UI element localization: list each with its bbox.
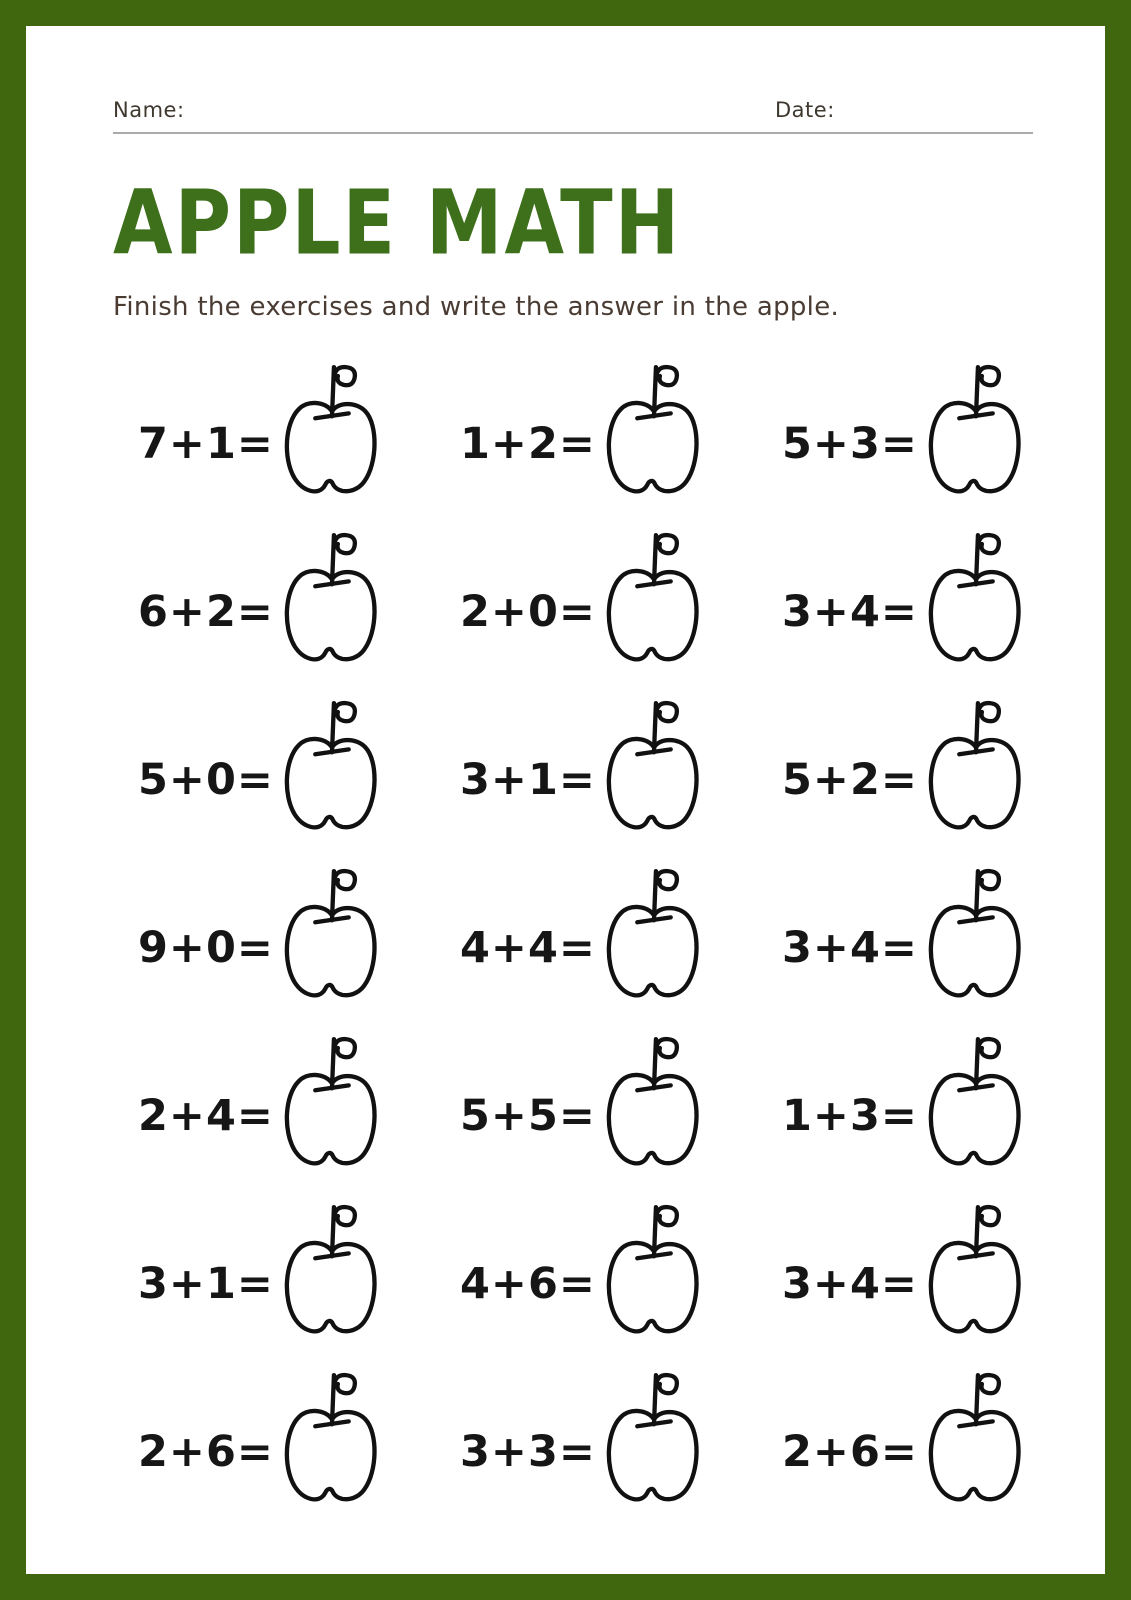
problem-cell (757, 1199, 1079, 1351)
problem-cell (113, 1367, 435, 1519)
problem-expression: 6+2= (138, 587, 274, 637)
problem-cell (113, 863, 435, 1015)
apple-icon (272, 1368, 390, 1518)
apple-icon (272, 528, 390, 678)
apple-icon (594, 1200, 712, 1350)
problem-cell (757, 359, 1079, 511)
problem-expression: 3+4= (782, 923, 918, 973)
apple-icon (272, 360, 390, 510)
problem-expression: 9+0= (138, 923, 274, 973)
problem-cell (757, 527, 1079, 679)
problem-expression: 3+1= (138, 1259, 274, 1309)
problem-expression: 3+1= (460, 755, 596, 805)
problem-cell (435, 359, 757, 511)
apple-icon (916, 696, 1034, 846)
apple-icon (916, 1200, 1034, 1350)
problem-cell (435, 1367, 757, 1519)
apple-icon (272, 1032, 390, 1182)
apple-icon (272, 696, 390, 846)
problems-grid (113, 359, 1095, 1535)
problem-cell (113, 527, 435, 679)
problem-expression: 3+4= (782, 1259, 918, 1309)
apple-icon (916, 360, 1034, 510)
date-label: Date: (775, 98, 835, 122)
problem-expression: 1+3= (782, 1091, 918, 1141)
apple-icon (916, 528, 1034, 678)
apple-icon (594, 1032, 712, 1182)
problem-expression: 5+5= (460, 1091, 596, 1141)
problem-expression: 2+0= (460, 587, 596, 637)
apple-icon (916, 1368, 1034, 1518)
problem-expression: 5+0= (138, 755, 274, 805)
problem-expression: 2+6= (782, 1427, 918, 1477)
problem-expression: 4+4= (460, 923, 596, 973)
problem-expression: 2+4= (138, 1091, 274, 1141)
instructions-text: Finish the exercises and write the answer in the apple. (113, 292, 840, 322)
problem-cell (435, 863, 757, 1015)
apple-icon (594, 696, 712, 846)
problem-cell (757, 695, 1079, 847)
problem-cell (435, 527, 757, 679)
problem-cell (113, 1031, 435, 1183)
page-title: APPLE MATH (113, 172, 682, 276)
name-date-header (113, 98, 1033, 134)
problem-cell (113, 359, 435, 511)
problem-cell (757, 1031, 1079, 1183)
apple-icon (916, 1032, 1034, 1182)
problem-expression: 7+1= (138, 419, 274, 469)
problem-cell (435, 1199, 757, 1351)
apple-icon (594, 864, 712, 1014)
problem-cell (113, 1199, 435, 1351)
apple-icon (916, 864, 1034, 1014)
worksheet-sheet (26, 26, 1105, 1574)
apple-icon (594, 360, 712, 510)
problem-expression: 3+4= (782, 587, 918, 637)
apple-icon (594, 528, 712, 678)
problem-cell (757, 863, 1079, 1015)
problem-cell (435, 695, 757, 847)
problem-expression: 5+2= (782, 755, 918, 805)
name-label: Name: (113, 98, 185, 122)
apple-icon (272, 1200, 390, 1350)
problem-expression: 4+6= (460, 1259, 596, 1309)
apple-icon (594, 1368, 712, 1518)
problem-cell (757, 1367, 1079, 1519)
problem-expression: 1+2= (460, 419, 596, 469)
problem-expression: 2+6= (138, 1427, 274, 1477)
problem-cell (435, 1031, 757, 1183)
problem-cell (113, 695, 435, 847)
apple-icon (272, 864, 390, 1014)
problem-expression: 3+3= (460, 1427, 596, 1477)
problem-expression: 5+3= (782, 419, 918, 469)
